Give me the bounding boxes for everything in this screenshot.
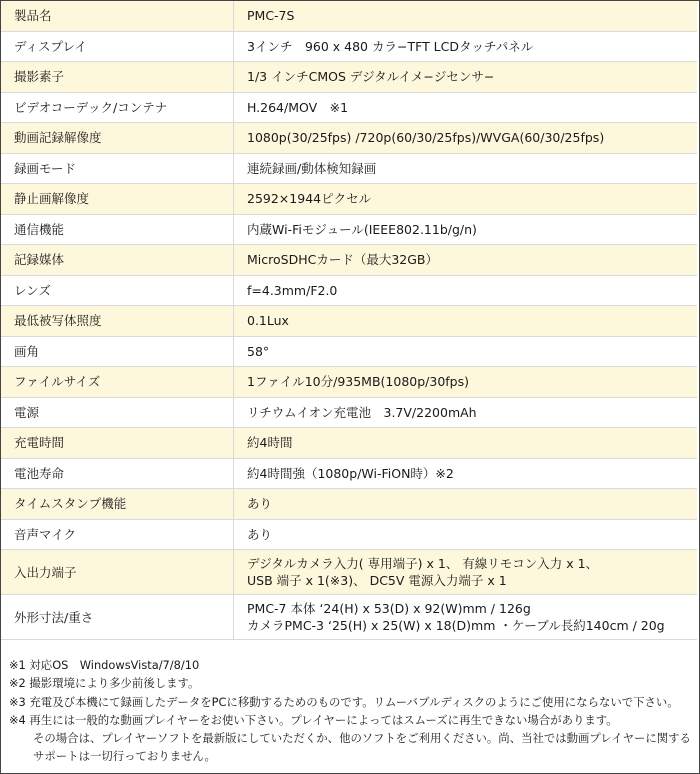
spec-value: 約4時間強（1080p/Wi-FiON時）※2 bbox=[234, 458, 698, 489]
spec-row-charge-time bbox=[1, 428, 697, 459]
spec-label: レンズ bbox=[1, 275, 234, 306]
spec-value: 1/3 インチCMOS デジタルイメ−ジセンサ− bbox=[234, 62, 698, 93]
footnote: ※3 充電及び本機にて録画したデータをPCに移動するためのものです。リムーバブルディスクのようにご使用にならないで下さい。 bbox=[9, 694, 679, 709]
spec-row-communication bbox=[1, 214, 697, 245]
spec-value: H.264/MOV ※1 bbox=[234, 92, 698, 123]
spec-label: 外形寸法/重さ bbox=[1, 595, 234, 640]
spec-label: 電池寿命 bbox=[1, 458, 234, 489]
spec-value: 2592×1944ピクセル bbox=[234, 184, 698, 215]
spec-table bbox=[1, 1, 697, 640]
spec-row-display bbox=[1, 31, 697, 62]
spec-label: 音声マイク bbox=[1, 519, 234, 550]
spec-value: 3インチ 960 x 480 カラ−TFT LCDタッチパネル bbox=[234, 31, 698, 62]
footnote: ※1 対応OS WindowsVista/7/8/10 bbox=[9, 658, 200, 672]
footnotes bbox=[9, 656, 694, 766]
spec-label: 最低被写体照度 bbox=[1, 306, 234, 337]
spec-value-line: カメラPMC-3 ‘25(H) x 25(W) x 18(D)mm ・ケーブル長約140cm / 20g bbox=[247, 618, 665, 633]
spec-value: あり bbox=[234, 519, 698, 550]
spec-row-dimensions-weight bbox=[1, 595, 697, 640]
spec-value bbox=[234, 550, 698, 595]
spec-label: 通信機能 bbox=[1, 214, 234, 245]
spec-value-line: デジタルカメラ入力( 専用端子) x 1、 有線リモコン入力 x 1、 bbox=[247, 556, 599, 571]
spec-value: 0.1Lux bbox=[234, 306, 698, 337]
spec-row-microphone bbox=[1, 519, 697, 550]
spec-row-codec bbox=[1, 92, 697, 123]
spec-value: あり bbox=[234, 489, 698, 520]
spec-label: 動画記録解像度 bbox=[1, 123, 234, 154]
spec-value: 1ファイル10分/935MB(1080p/30fps) bbox=[234, 367, 698, 398]
spec-label: 画角 bbox=[1, 336, 234, 367]
spec-row-io-ports bbox=[1, 550, 697, 595]
spec-label: 充電時間 bbox=[1, 428, 234, 459]
spec-value: PMC-7S bbox=[234, 1, 698, 31]
spec-label: 電源 bbox=[1, 397, 234, 428]
spec-value: リチウムイオン充電池 3.7V/2200mAh bbox=[234, 397, 698, 428]
spec-label: 録画モード bbox=[1, 153, 234, 184]
spec-row-product-name bbox=[1, 1, 697, 31]
spec-label: 入出力端子 bbox=[1, 550, 234, 595]
spec-label: 静止画解像度 bbox=[1, 184, 234, 215]
spec-row-file-size bbox=[1, 367, 697, 398]
spec-value-line: USB 端子 x 1(※3)、 DC5V 電源入力端子 x 1 bbox=[247, 573, 507, 588]
spec-label: ビデオコーデック/コンテナ bbox=[1, 92, 234, 123]
spec-value: 連続録画/動体検知録画 bbox=[234, 153, 698, 184]
spec-row-angle bbox=[1, 336, 697, 367]
footnote-continuation: サポートは一切行っておりません。 bbox=[33, 749, 216, 764]
spec-label: ディスプレイ bbox=[1, 31, 234, 62]
spec-row-still-resolution bbox=[1, 184, 697, 215]
spec-value: 1080p(30/25fps) /720p(60/30/25fps)/WVGA(60/30/25fps) bbox=[234, 123, 698, 154]
footnote: ※2 撮影環境により多少前後します。 bbox=[9, 676, 200, 691]
spec-value: MicroSDHCカード（最大32GB） bbox=[234, 245, 698, 276]
footnote-continuation: その場合は、プレイヤーソフトを最新版にしていただくか、他のソフトをご利用ください。尚、当社では動画プレイヤーに関する bbox=[33, 731, 691, 746]
spec-value: 58° bbox=[234, 336, 698, 367]
spec-label: 記録媒体 bbox=[1, 245, 234, 276]
spec-label: 製品名 bbox=[1, 1, 234, 31]
spec-row-power bbox=[1, 397, 697, 428]
spec-row-record-mode bbox=[1, 153, 697, 184]
spec-label: タイムスタンプ機能 bbox=[1, 489, 234, 520]
spec-value: 約4時間 bbox=[234, 428, 698, 459]
spec-row-timestamp bbox=[1, 489, 697, 520]
spec-row-lens bbox=[1, 275, 697, 306]
spec-value bbox=[234, 595, 698, 640]
spec-value-line: PMC-7 本体 ‘24(H) x 53(D) x 92(W)mm / 126g bbox=[247, 601, 531, 616]
spec-row-sensor bbox=[1, 62, 697, 93]
footnote: ※4 再生には一般的な動画プレイヤーをお使い下さい。プレイヤーによってはスムーズに再生できない場合があります。 bbox=[9, 712, 618, 727]
spec-value: f=4.3mm/F2.0 bbox=[234, 275, 698, 306]
spec-row-storage bbox=[1, 245, 697, 276]
spec-row-video-resolution bbox=[1, 123, 697, 154]
spec-label: ファイルサイズ bbox=[1, 367, 234, 398]
spec-row-min-illumination bbox=[1, 306, 697, 337]
spec-label: 撮影素子 bbox=[1, 62, 234, 93]
spec-row-battery-life bbox=[1, 458, 697, 489]
spec-value: 内蔵Wi-Fiモジュール(IEEE802.11b/g/n) bbox=[234, 214, 698, 245]
